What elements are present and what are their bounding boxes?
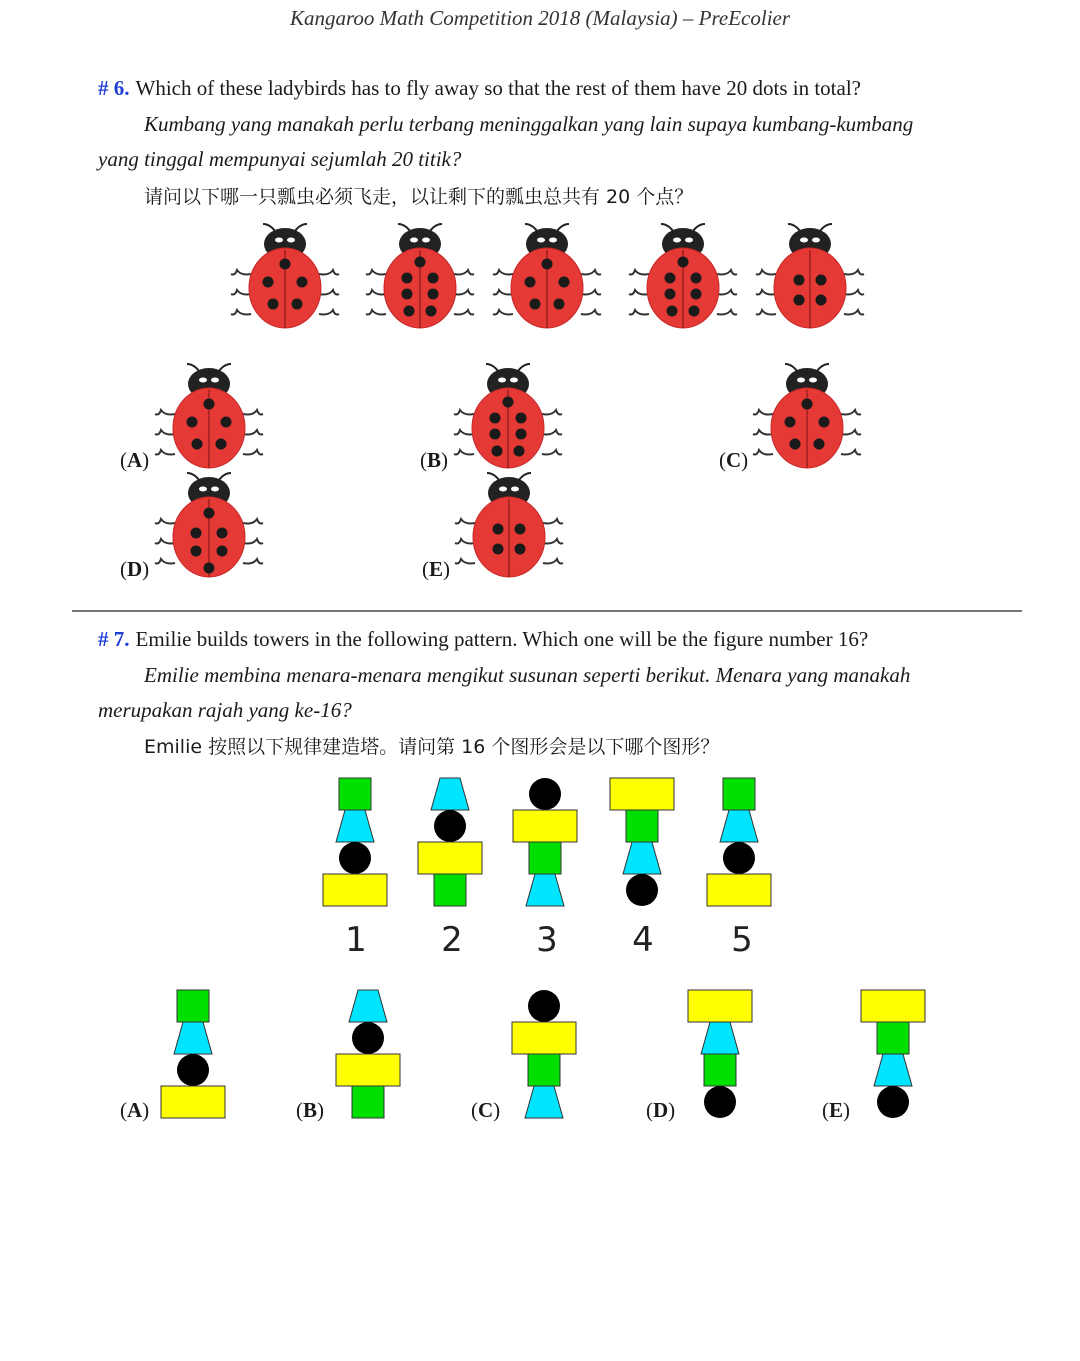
q7-option-b-label[interactable]: (B) — [296, 1098, 325, 1122]
tower-figure-4-trapezoid — [623, 842, 661, 874]
q7-malay-line2: merupakan rajah yang ke-16? — [98, 698, 352, 722]
tower-figure-2 — [418, 778, 482, 906]
tower-option-c — [512, 990, 576, 1118]
figure-number-5: 5 — [731, 920, 753, 960]
page-header: Kangaroo Math Competition 2018 (Malaysia) – PreEcolier — [289, 6, 791, 30]
tower-figure-1-rectangle — [323, 874, 387, 906]
tower-option-b-rectangle — [336, 1054, 400, 1086]
q6-option-a-label[interactable]: (A) — [120, 448, 150, 472]
tower-figure-1-trapezoid — [336, 810, 374, 842]
tower-option-a-rectangle — [161, 1086, 225, 1118]
q6-malay-line1: Kumbang yang manakah perlu terbang meninggalkan yang lain supaya kumbang-kumbang — [144, 112, 914, 136]
tower-figure-1-circle — [339, 842, 371, 874]
tower-figure-3-rectangle — [513, 810, 577, 842]
tower-figure-1-square — [339, 778, 371, 810]
figure-number-2: 2 — [441, 920, 463, 960]
tower-figure-5-square — [723, 778, 755, 810]
q7-english: Emilie builds towers in the following pattern. Which one will be the figure number 16? — [135, 627, 869, 651]
q6-option-e-label[interactable]: (E) — [422, 557, 451, 581]
figure-number-4: 4 — [632, 920, 654, 960]
tower-option-a-square — [177, 990, 209, 1022]
tower-option-a-trapezoid — [174, 1022, 212, 1054]
tower-figure-2-trapezoid — [431, 778, 469, 810]
q6-malay-line2: yang tinggal mempunyai sejumlah 20 titik? — [98, 147, 462, 171]
q7-malay-line1: Emilie membina menara-menara mengikut susunan seperti berikut. Menara yang manakah — [144, 663, 911, 687]
tower-figure-5-circle — [723, 842, 755, 874]
tower-option-a-circle — [177, 1054, 209, 1086]
tower-option-d-rectangle — [688, 990, 752, 1022]
q7-chinese: Emilie 按照以下规律建造塔。请问第 16 个图形会是以下哪个图形？ — [144, 736, 720, 758]
tower-option-e-rectangle — [861, 990, 925, 1022]
tower-option-c-trapezoid — [525, 1086, 563, 1118]
tower-figure-2-square — [434, 874, 466, 906]
tower-figure-3-trapezoid — [526, 874, 564, 906]
tower-figure-4-rectangle — [610, 778, 674, 810]
tower-figure-5 — [707, 778, 771, 906]
tower-figure-2-circle — [434, 810, 466, 842]
tower-figure-3-circle — [529, 778, 561, 810]
tower-figure-4-circle — [626, 874, 658, 906]
q6-option-d-label[interactable]: (D) — [120, 557, 150, 581]
q7-number: # 7. — [98, 627, 130, 651]
tower-option-e-trapezoid — [874, 1054, 912, 1086]
tower-figure-2-rectangle — [418, 842, 482, 874]
tower-option-e-circle — [877, 1086, 909, 1118]
tower-option-d-square — [704, 1054, 736, 1086]
tower-figure-4-square — [626, 810, 658, 842]
tower-figure-1 — [323, 778, 387, 906]
tower-figure-5-trapezoid — [720, 810, 758, 842]
tower-figure-3-square — [529, 842, 561, 874]
tower-option-b-circle — [352, 1022, 384, 1054]
tower-option-d — [688, 990, 752, 1118]
q7-option-e-label[interactable]: (E) — [822, 1098, 851, 1122]
tower-figure-5-rectangle — [707, 874, 771, 906]
tower-option-c-circle — [528, 990, 560, 1022]
tower-option-b-square — [352, 1086, 384, 1118]
tower-option-c-rectangle — [512, 1022, 576, 1054]
q6-option-b-label[interactable]: (B) — [420, 448, 449, 472]
tower-option-d-circle — [704, 1086, 736, 1118]
tower-option-b-trapezoid — [349, 990, 387, 1022]
q7-option-c-label[interactable]: (C) — [471, 1098, 501, 1122]
tower-option-c-square — [528, 1054, 560, 1086]
q6-english: Which of these ladybirds has to fly away so that the rest of them have 20 dots in total? — [135, 76, 861, 100]
tower-figure-4 — [610, 778, 674, 906]
tower-option-b — [336, 990, 400, 1118]
figure-number-1: 1 — [345, 920, 367, 960]
q7-option-a-label[interactable]: (A) — [120, 1098, 150, 1122]
tower-option-a — [161, 990, 225, 1118]
tower-option-e-square — [877, 1022, 909, 1054]
q6-option-c-label[interactable]: (C) — [719, 448, 749, 472]
q6-chinese: 请问以下哪一只瓢虫必须飞走，以让剩下的瓢虫总共有 20 个点？ — [144, 186, 694, 208]
tower-option-e — [861, 990, 925, 1118]
figure-number-3: 3 — [536, 920, 558, 960]
q6-number: # 6. — [98, 76, 130, 100]
q7-option-d-label[interactable]: (D) — [646, 1098, 676, 1122]
tower-figure-3 — [513, 778, 577, 906]
tower-option-d-trapezoid — [701, 1022, 739, 1054]
